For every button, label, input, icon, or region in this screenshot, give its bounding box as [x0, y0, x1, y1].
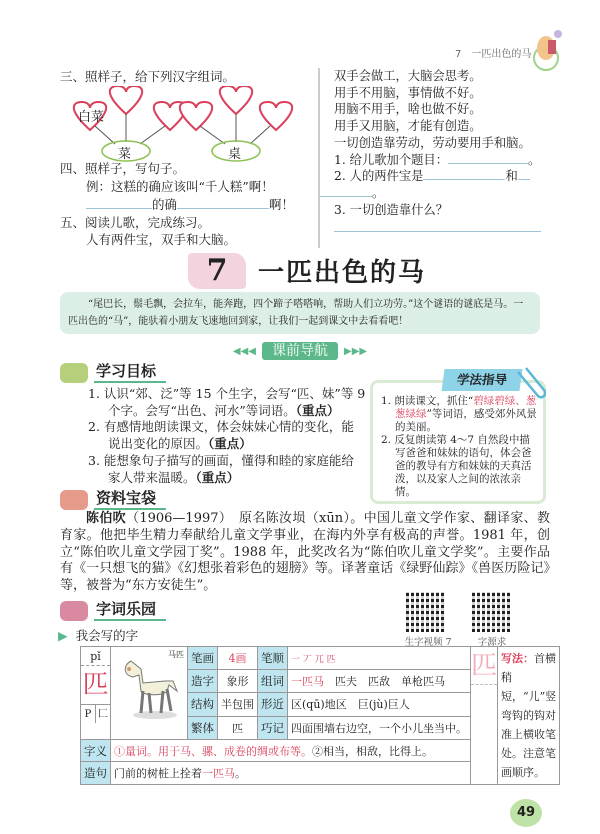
poem-line: 人有两件宝，双手和大脑。: [86, 232, 237, 247]
play-circle-icon: ▶: [58, 627, 68, 643]
poem-line: 双手会做工，大脑会思考。: [334, 69, 482, 83]
sub2-mid: 和: [505, 169, 518, 184]
answer-blank-3[interactable]: [334, 220, 541, 232]
lesson-title: [188, 252, 426, 289]
word-highlight: 一匹马: [291, 675, 324, 689]
horse-image: [111, 647, 188, 740]
value-traditional: 匹: [218, 716, 258, 739]
word-tree-diagram: [70, 86, 320, 162]
sub1-end: 。: [528, 152, 541, 167]
q4-mid-text: 的确: [152, 197, 178, 212]
q3-char-cai: 菜: [118, 147, 132, 162]
guide-item-2: 2. 反复朗读第 4～7 自然段中描写爸爸和妹妹的语句，体会爸爸的教导有方和妹妹的天真活泼，以及家人之间的浓浓亲情。: [381, 434, 532, 498]
poem-line: 用手不用脑，事情做不好。: [334, 85, 482, 100]
q5-prompt: 五、阅读儿歌，完成练习。: [60, 215, 211, 230]
bio-name: 陈伯吹: [86, 511, 127, 526]
value-order: 一 丆 兀 匹: [288, 647, 471, 670]
q4-example: 例：这糕的确应该叫“千人糕”啊！: [86, 179, 274, 194]
image-caption: 马匹: [168, 650, 184, 659]
goal-item: [88, 386, 366, 419]
meaning-highlight: ①量词。用于马、骡、成卷的绸或布等。: [114, 744, 312, 758]
answer-blank-2a[interactable]: [423, 168, 505, 180]
poem-line: 用脑不用手，啥也做不好。: [334, 102, 482, 117]
q4-end-text: 啊！: [269, 197, 295, 212]
q4-prompt: 四、照样子，写句子。: [60, 161, 186, 176]
bio-heading: [60, 489, 166, 510]
value-strokes: 4画: [218, 647, 258, 670]
column-divider: [318, 68, 320, 248]
goals-title: 学习目标: [94, 362, 166, 383]
goal-tag: （重点）: [195, 469, 240, 485]
sub-question-2: 2. 人的两件宝是: [334, 169, 424, 184]
qr-block-2[interactable]: [462, 592, 522, 648]
bio-text: （1906—1997） 原名陈汝埙（xūn）。中国儿童文学作家、翻译家、教育家。他把毕生精力奉献给儿童文学事业，在海内外享有极高的声誉。1981 年，创立“陈伯吹儿童文学园丁奖”。1988 年，此奖改名为“陈伯吹儿童文学奖”。主要作品有《一只想飞的猫》《幻想张着彩色的翅膀》等。译著童话《绿野仙踪》《兽医历险记》等，被誉为“东方安徒生”。: [60, 511, 550, 594]
sub-question-1: 1. 给儿歌加个题目：: [334, 152, 449, 167]
qr-code-icon[interactable]: [406, 592, 446, 632]
guide-text: 1. 朗读课文，抓住“: [381, 395, 474, 407]
paperclip-icon: [514, 366, 546, 402]
sentence-text: 门前的树桩上拴着: [114, 767, 202, 781]
q4-blank-1[interactable]: [86, 197, 152, 209]
guide-text: ”等词语，感受郊外风景的美丽。: [395, 408, 537, 433]
goal-tag: （重点）: [295, 402, 340, 418]
label-mnemonic: 巧记: [258, 716, 288, 739]
goal-text: 2. 有感情地朗读课文，体会妹妹心情的变化，能说出变化的原因。: [88, 419, 354, 452]
bio-bag-icon: [60, 490, 88, 510]
label-traditional: 繁体: [188, 716, 218, 739]
writing-text: 首横稍短，“儿”竖弯钩的钩对准上横收笔处。注意笔画顺序。: [501, 652, 557, 779]
label-structure: 结构: [188, 693, 218, 716]
words-title: 字词乐园: [94, 600, 166, 621]
value-structure: 半包围: [218, 693, 258, 716]
words-subtitle: 我会写的字: [75, 628, 139, 643]
radical: 匚: [98, 709, 108, 720]
char-column: [81, 647, 111, 740]
sub2-end: 。: [372, 185, 385, 200]
goal-item: [88, 419, 366, 452]
goals-icon: [60, 363, 88, 383]
label-similar: 形近: [258, 693, 288, 716]
sentence-highlight: 一匹马: [202, 767, 235, 781]
answer-blank-2b[interactable]: [518, 168, 530, 180]
sentence-end: 。: [235, 767, 246, 781]
q3-prompt: 三、照样子，给下列汉字组词。: [60, 69, 236, 84]
q3-example-word: 白菜: [78, 110, 105, 125]
character-card: [80, 646, 560, 785]
value-words: [288, 670, 471, 693]
goal-tag: （重点）: [208, 436, 252, 452]
goal-text: 1. 认识“郊、泛”等 15 个生字，会写“匹、妹”等 9 个字。会写“出色、河水”等词语。: [88, 386, 366, 418]
bio-title: 资料宝袋: [94, 489, 166, 510]
value-similar: 区(qū)地区 巨(jù)巨人: [288, 693, 471, 716]
right-arrows-icon: ▶▶▶: [344, 345, 368, 357]
header-title: 一匹出色的马: [471, 49, 532, 60]
intro-box: “尾巴长，鬃毛飘，会拉车，能奔跑，四个蹄子嗒嗒响，帮助人们立功劳。”这个谜语的谜底是马。一匹出色的“马”，能驮着小朋友飞速地回到家，让我们一起到课文中去看看吧！: [60, 292, 540, 334]
page-number: 49: [510, 799, 542, 827]
lesson-number-book-icon: 7: [188, 253, 246, 289]
writing-label: 写法：: [501, 652, 535, 665]
pre-class-banner: [230, 342, 370, 360]
words-heading: [60, 600, 166, 621]
qr-code-icon[interactable]: [472, 592, 512, 632]
sub-question-3: 3. 一切创造靠什么？: [334, 202, 449, 217]
goal-item: [88, 453, 366, 486]
value-mnemonic: 四面围墙右边空，一个小儿坐当中。: [288, 716, 471, 739]
answer-blank-1[interactable]: [448, 152, 528, 164]
poem-line: 用手又用脑，才能有创造。: [334, 119, 482, 134]
label-sentence: 造句: [81, 762, 111, 785]
guide-highlight: 碧绿碧绿、葱葱绿绿: [395, 395, 537, 420]
header-chapter: 7: [455, 49, 462, 60]
label-order: 笔顺: [258, 647, 288, 670]
words-icon: [60, 601, 88, 621]
value-origin: 象形: [218, 670, 258, 693]
radical-mark: P: [81, 705, 96, 723]
qr-block-1[interactable]: [398, 592, 458, 648]
answer-blank-2b-cont[interactable]: [320, 185, 372, 197]
goal-text: 3. 能想象句子描写的画面，懂得和睦的家庭能给家人带来温暖。: [88, 452, 354, 485]
lesson-title-text: 一匹出色的马: [258, 258, 427, 288]
label-origin: 造字: [188, 670, 218, 693]
poem-line: 一切创造靠劳动，劳动要用手和脑。: [334, 135, 531, 150]
label-strokes: 笔画: [188, 647, 218, 670]
meaning-rest: ②相当，相敌，比得上。: [312, 744, 433, 758]
horse-illustration-icon: [117, 651, 187, 721]
bio-paragraph: [60, 511, 550, 595]
q3-char-zhuo: 桌: [228, 147, 242, 162]
q4-blank-2[interactable]: [177, 197, 269, 209]
char-pinyin: pǐ: [81, 647, 110, 666]
words-subheading: [58, 626, 138, 644]
goals-list: [88, 386, 366, 486]
char-large: 匹: [82, 670, 109, 700]
banner-label: 课前导航: [262, 342, 338, 360]
word-rest: 匹夫 匹敌 单枪匹马: [324, 675, 445, 689]
writing-tip: [498, 647, 560, 785]
value-meaning: [111, 739, 471, 762]
left-arrows-icon: ◀◀◀: [232, 345, 256, 357]
value-sentence: [111, 762, 471, 785]
study-guide-tab: 学法指导: [441, 369, 522, 391]
label-meaning: 字义: [81, 739, 111, 762]
label-words: 组词: [258, 670, 288, 693]
running-header: [455, 45, 531, 60]
qr-caption: 字源求: [477, 637, 507, 648]
goals-heading: [60, 362, 166, 383]
qr-caption: 生字视频 7: [404, 637, 452, 648]
practice-trace-char: 匹: [471, 647, 497, 685]
practice-grid[interactable]: [471, 647, 498, 785]
